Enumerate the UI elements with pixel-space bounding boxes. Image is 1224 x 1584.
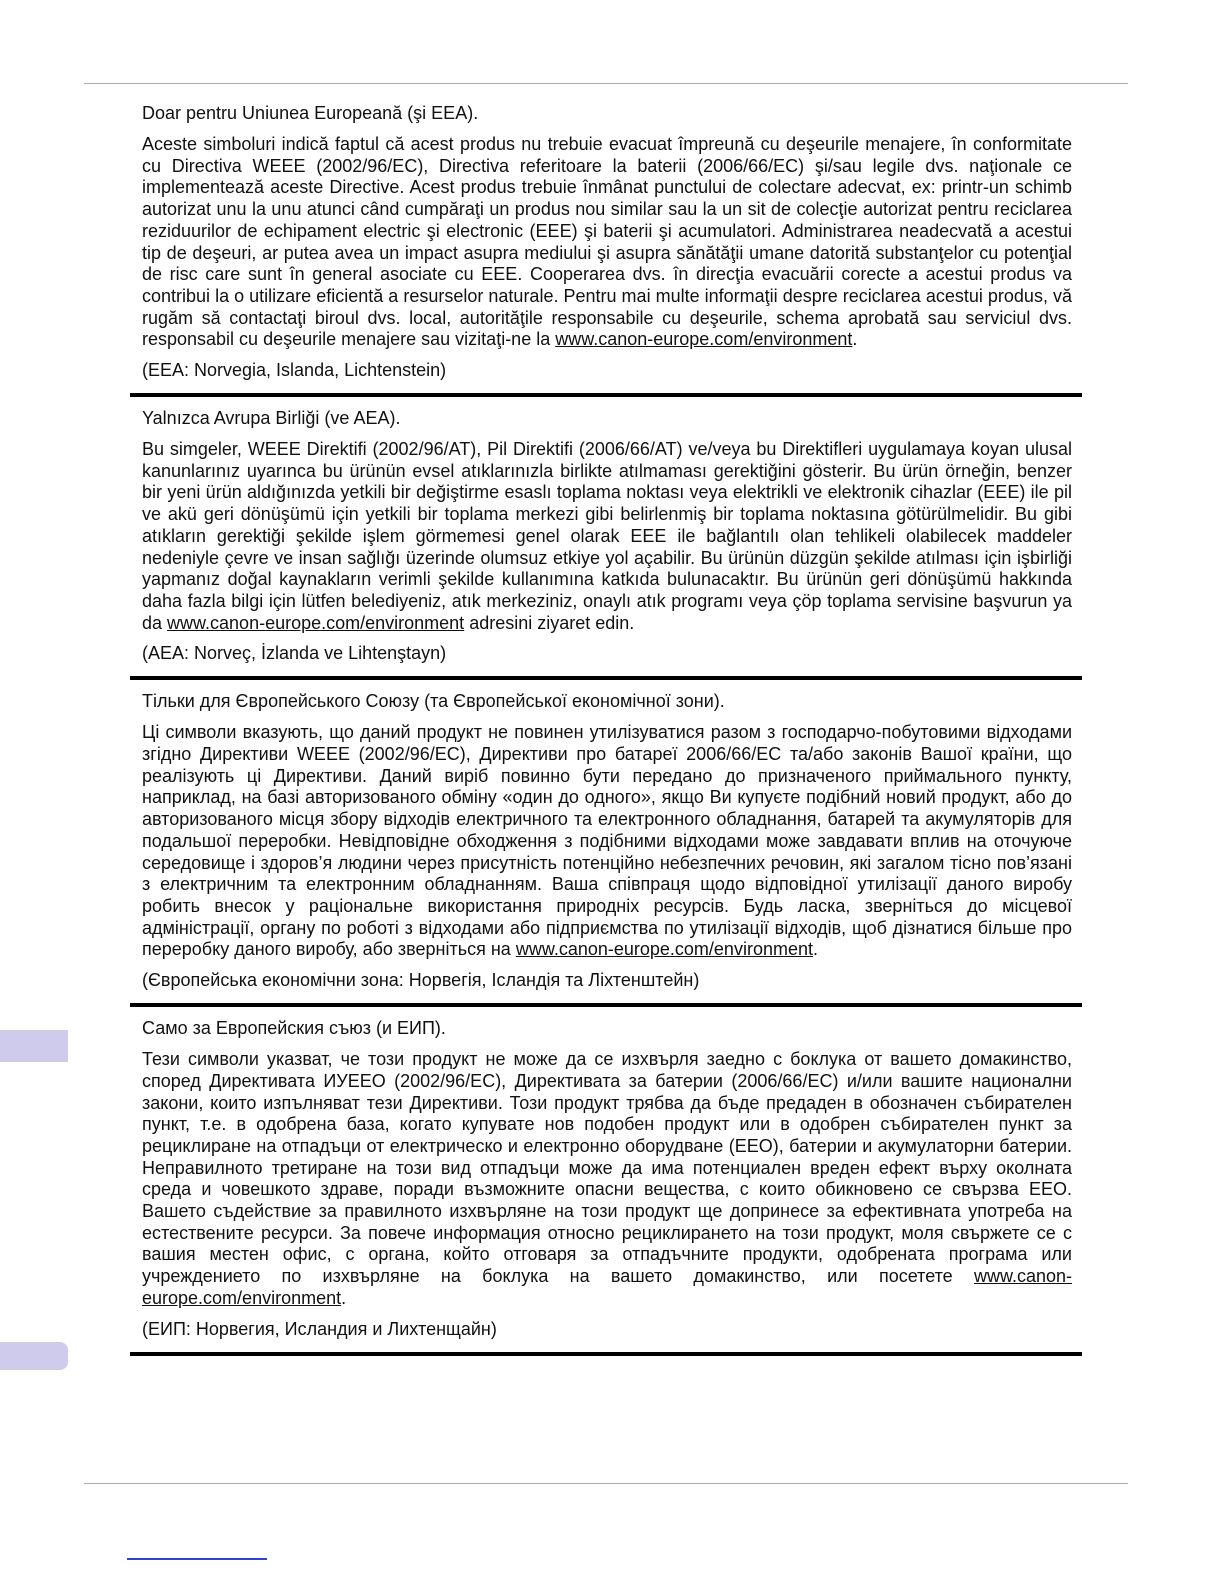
body-tail: . [852,329,858,350]
notice-section-bulgarian [130,1007,1082,1355]
eea-note: (ЕИП: Норвегия, Исландия и Лихтенщайн) [142,1318,497,1339]
body-tail: . [341,1287,347,1308]
environment-link[interactable]: www.canon-europe.com/environment [515,939,813,960]
section-heading: Doar pentru Uniunea Europeană (şi EEA). [142,103,479,123]
section-heading: Yalnızca Avrupa Birliği (ve AEA). [142,408,401,429]
body-text: Aceste simboluri indică faptul că acest produs nu trebuie evacuat împreună cu deşeurile menajere, în conformitate cu Directiva WEEE (2002/96/EC), Directiva referitoare la baterii (2006/66/EC) şi/sau legile dvs. naţionale ce implementează aceste Directive. Acest produs trebuie înmânat punctului de colectare adecvat, ex: printr-un schimb autorizat unu la unu atunci când cumpăraţi un produs nou similar sau la un sit de colecţie autorizat pentru reciclarea reziduurilor de echipament electric şi electronic (EEE) şi baterii şi acumulatori. Administrarea neadecvată a acestui tip de deşeuri, ar putea avea un impact asupra mediului şi asupra sănătăţii umane datorită substanţelor cu potenţial de risc care sunt în general asociate cu EEE. Cooperarea dvs. în direcţia evacuării corecte a acestui produs va contribui la o utilizare eficientă a resurselor naturale. Pentru mai multe informaţii despre reciclarea acestui produs, vă rugăm să contactaţi biroul dvs. local, autorităţile responsabile cu deşeurile, schema aprobată sau serviciul dvs. responsabil cu deşeurile menajere sau vizitaţi-ne la [142,134,1072,350]
body-tail: . [812,939,818,960]
side-index-tab[interactable] [0,1342,68,1370]
footer-rule [84,1483,1128,1484]
body-text: Ці символи вказують, що даний продукт не повинен утилізуватися разом з господарчо-побутовими відходами згідно Директиви WEEE (2002/96/EC), Директиви про батареї 2006/66/EC та/або законів Вашої країни, що реалізують ці Директиви. Даний виріб повинно бути передано до призначеного приймального пункту, наприклад, на базі авторизованого обміну «один до одного», якщо Ви купуєте подібний новий продукт, або до авторизованого місця збору відходів електричного та електронного обладнання, батарей та акумуляторів для подальшої переробки. Невідповідне обходження з подібними відходами може завдавати вплив на оточуюче середовище і здоров’я людини через присутність потенційно небезпечних речовин, які загалом тісно пов’язані з електричним та електронним обладнанням. Ваша співпраця щодо відповідної утилізації даного виробу робить внесок у раціональне використання природніх ресурсів. Будь ласка, зверніться до місцевої адміністрації, органу по роботі з відходами або підприємства по утилізації відходів, щоб дізнатися більше про переробку даного виробу, або зверніться на [142,722,1072,960]
section-body [142,439,1072,634]
body-text: Bu simgeler, WEEE Direktifi (2002/96/AT), Pil Direktifi (2006/66/AT) ve/veya bu Direktifleri uygulamaya koyan ulusal kanunlarınız uyarınca bu ürünün evsel atıklarınızla birlikte atılmaması gerektiğini gösterir. Bu ürün örneğin, benzer bir yeni ürün aldığınızda yetkili bir değiştirme esaslı toplama noktası veya elektrikli ve elektronik cihazlar (EEE) ile pil ve akü geri dönüşümü için yetkili bir toplama merkezi gibi belirlenmiş bir toplama noktasına götürülmelidir. Bu gibi atıkların gerektiği şekilde işlem görmemesi genel olarak EEE ile bağlantılı olan tehlikeli olabilecek maddeler nedeniyle çevre ve insan sağlığı üzerinde olumsuz etkiye yol açabilir. Bu ürünün düzgün şekilde atılması için işbirliği yapmanız doğal kaynakların verimli şekilde kullanımına katkıda bulunacaktır. Bu ürünün geri dönüşümü hakkında daha fazla bilgi için lütfen belediyeniz, atık merkeziniz, onaylı atık programı veya çöp toplama servisine başvurun ya da [142,439,1072,633]
environment-link[interactable]: www.canon-europe.com/environment [555,329,853,350]
section-body [142,1049,1072,1309]
section-body [142,722,1072,961]
environment-link[interactable]: www.canon-europe.com/environment [142,1266,1072,1308]
environment-link[interactable]: www.canon-europe.com/environment [167,612,465,633]
notice-section-ukrainian [130,680,1082,1007]
header-rule [84,83,1128,84]
eea-note: (AEA: Norveç, İzlanda ve Lihtenştayn) [142,643,447,664]
side-index-tab[interactable] [0,1030,68,1062]
section-body [142,134,1072,351]
section-heading: Само за Европейския съюз (и ЕИП). [142,1018,446,1039]
eea-note: (Європейська економічни зона: Норвегія, Ісландія та Ліхтенштейн) [142,970,700,991]
weee-notice-list [130,92,1082,1356]
body-tail: adresini ziyaret edin. [464,612,635,633]
section-heading: Тільки для Європейського Союзу (та Європейської економічної зони). [142,691,725,712]
body-text: Тези символи указват, че този продукт не може да се изхвърля заедно с боклука от вашето домакинство, според Директивата ИУЕЕО (2002/96/EC), Директивата за батерии (2006/66/EC) и/или вашите национални закони, които изпълняват тези Директиви. Този продукт трябва да бъде предаден в обозначен събирателен пункт, т.е. в одобрена база, когато купувате нов подобен продукт или в одобрен събирателен пункт за рециклиране на отпадъци от електрическо и електронно оборудване (ЕЕО), батерии и акумулаторни батерии. Неправилното третиране на този вид отпадъци може да има потенциален вреден ефект върху околната среда и човешкото здраве, поради възможните опасни вещества, с които обикновено се свързва ЕЕО. Вашето съдействие за правилното изхвърляне на този продукт ще допринесе за ефективната употреба на естествените ресурси. За повече информация относно рециклирането на този продукт, моля свържете се с вашия местен офис, с органа, който отговаря за отпадъчните продукти, одобрената програма или учреждението по изхвърляне на боклука на вашето домакинство, или посетете [142,1049,1072,1287]
notice-section-turkish [130,397,1082,680]
footer-link-underline[interactable] [127,1558,267,1560]
eea-note: (EEA: Norvegia, Islanda, Lichtenstein) [142,360,447,381]
notice-section-romanian [130,92,1082,397]
